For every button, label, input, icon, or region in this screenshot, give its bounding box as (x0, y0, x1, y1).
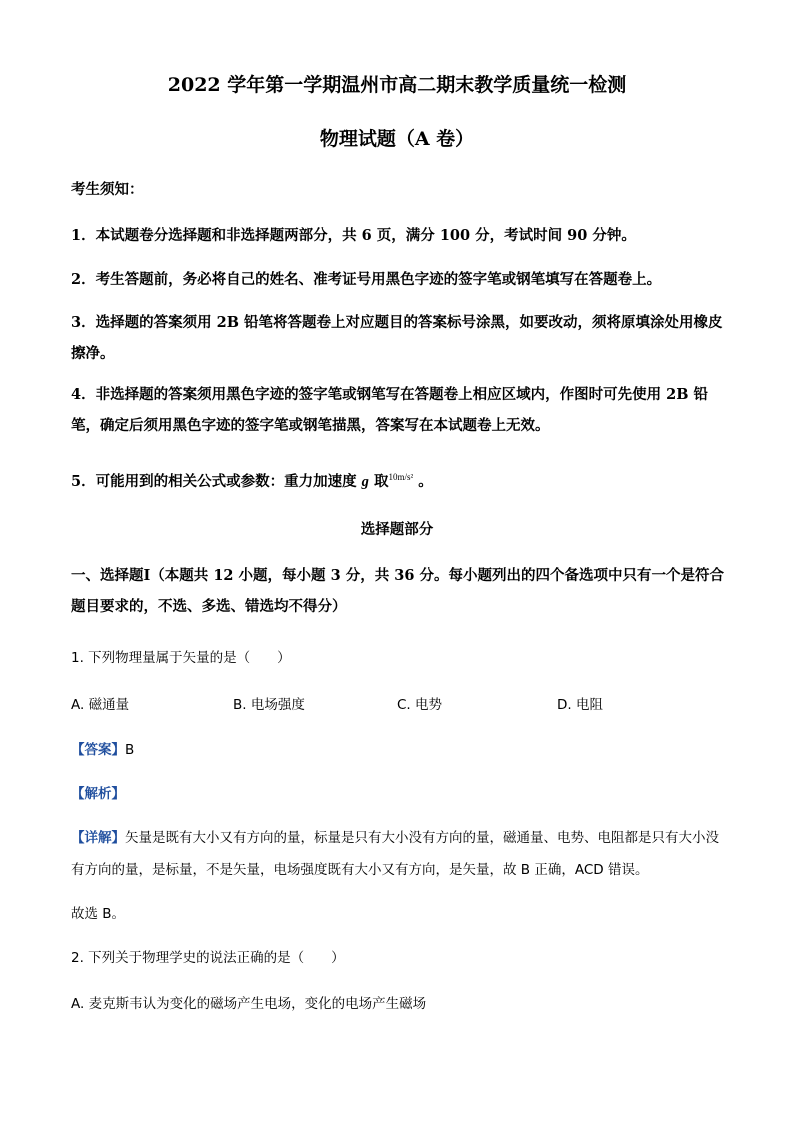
notice-item-5-take: 取 (368, 473, 389, 490)
option-c: C. 电势 (397, 697, 443, 713)
question-1: 1. 下列物理量属于矢量的是（ ） (71, 650, 291, 666)
answer-line (71, 738, 134, 758)
detail-label: 【详解】 (71, 830, 125, 846)
detail-explanation (71, 822, 731, 886)
notice-item-5-end: 。 (413, 473, 433, 490)
conclusion: 故选 B。 (71, 906, 126, 922)
exam-title: 2022 学年第一学期温州市高二期末教学质量统一检测 (167, 74, 627, 96)
question-2: 2. 下列关于物理学史的说法正确的是（ ） (71, 950, 345, 966)
gravity-symbol: g (361, 474, 369, 490)
analysis-label-text: 【解析】 (71, 786, 125, 802)
notice-heading: 考生须知： (71, 181, 144, 198)
answer-label: 【答案】 (71, 742, 125, 758)
detail-text: 矢量是既有大小又有方向的量，标量是只有大小没有方向的量，磁通量、电势、电阻都是只有大小没有方向的量，是标量，不是矢量，电场强度既有大小又有方向，是矢量，故 B 正确，ACD 错误。 (71, 830, 719, 878)
answer-value: B (125, 742, 135, 758)
gravity-value: 10m/s² (388, 472, 414, 483)
exam-subtitle: 物理试题（A 卷） (319, 128, 475, 150)
part-instructions: 一、选择题Ⅰ（本题共 12 小题，每小题 3 分，共 36 分。每小题列出的四个备选项中只有一个是符合题目要求的，不选、多选、错选均不得分） (71, 567, 725, 615)
analysis-label (71, 782, 125, 802)
notice-item-5 (71, 470, 433, 491)
notice-item-3: 3．选择题的答案须用 2B 铅笔将答题卷上对应题目的答案标号涂黑，如要改动，须将原填涂处用橡皮擦净。 (71, 314, 723, 362)
notice-item-2: 2．考生答题前，务必将自己的姓名、准考证号用黑色字迹的签字笔或钢笔填写在答题卷上。 (71, 271, 662, 288)
section-heading: 选择题部分 (360, 521, 434, 538)
option-b: B. 电场强度 (233, 697, 305, 713)
notice-item-4: 4．非选择题的答案须用黑色字迹的签字笔或钢笔写在答题卷上相应区域内，作图时可先使用 2B 铅笔，确定后须用黑色字迹的签字笔或钢笔描黑，答案写在本试题卷上无效。 (71, 386, 709, 434)
option-d: D. 电阻 (557, 697, 603, 713)
q2-option-a: A. 麦克斯韦认为变化的磁场产生电场，变化的电场产生磁场 (71, 996, 427, 1012)
option-a: A. 磁通量 (71, 697, 130, 713)
notice-item-1: 1．本试题卷分选择题和非选择题两部分，共 6 页，满分 100 分，考试时间 90 分钟。 (71, 227, 636, 244)
notice-item-5-text: 5．可能用到的相关公式或参数：重力加速度 (71, 473, 362, 490)
